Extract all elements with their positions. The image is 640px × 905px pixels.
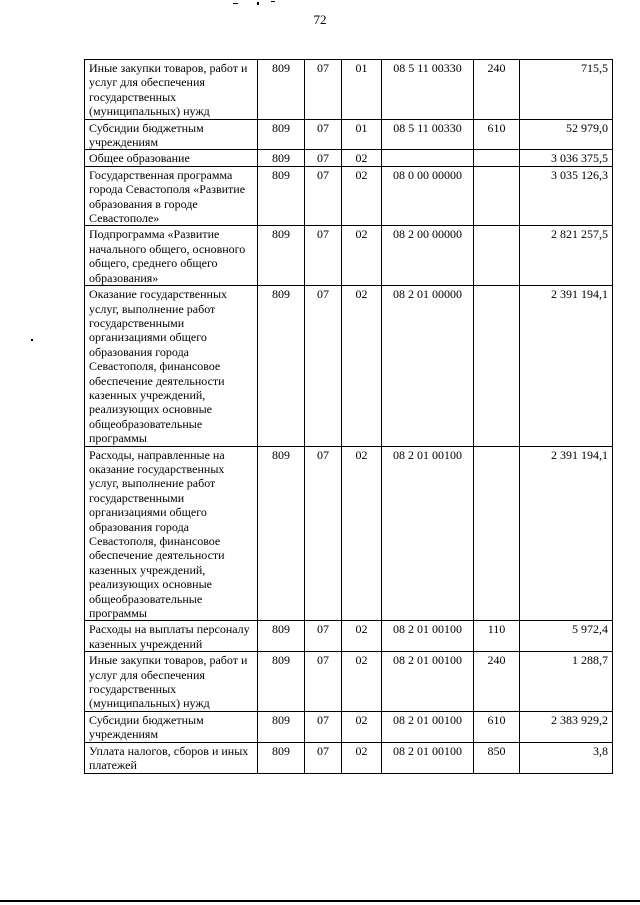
ministry-code-cell: 809	[258, 652, 305, 712]
expense-type-cell: 110	[474, 621, 520, 652]
expense-type-cell: 240	[474, 652, 520, 712]
page-number: 72	[313, 12, 327, 27]
subsection-code-cell: 01	[342, 60, 382, 120]
ministry-code-cell: 809	[258, 711, 305, 742]
expense-type-cell	[474, 226, 520, 286]
section-code-cell: 07	[305, 166, 342, 226]
scan-mark-left	[31, 339, 33, 341]
amount-cell: 2 383 929,2	[520, 711, 613, 742]
amount-cell: 52 979,0	[520, 119, 613, 150]
subsection-code-cell: 02	[342, 446, 382, 621]
expense-type-cell	[474, 150, 520, 166]
ministry-code-cell: 809	[258, 119, 305, 150]
row-name-cell: Субсидии бюджетным учреждениям	[85, 711, 258, 742]
subsection-code-cell: 02	[342, 226, 382, 286]
target-article-cell: 08 2 00 00000	[382, 226, 474, 286]
row-name-cell: Оказание государственных услуг, выполнение работ государственными организациями общего образования города Севастополя, финансовое обеспечение деятельности казенных учреждений, реализующих основные общеобразовательные программы	[85, 286, 258, 446]
target-article-cell: 08 2 01 00100	[382, 711, 474, 742]
row-name-cell: Уплата налогов, сборов и иных платежей	[85, 742, 258, 773]
table-row	[85, 150, 613, 166]
expense-type-cell: 240	[474, 60, 520, 120]
section-code-cell: 07	[305, 60, 342, 120]
table-row	[85, 711, 613, 742]
scan-mark-top-1	[233, 3, 238, 4]
row-name-cell: Государственная программа города Севастополя «Развитие образования в городе Севастополе»	[85, 166, 258, 226]
table-row	[85, 652, 613, 712]
table-row	[85, 621, 613, 652]
ministry-code-cell: 809	[258, 150, 305, 166]
section-code-cell: 07	[305, 286, 342, 446]
amount-cell: 2 391 194,1	[520, 286, 613, 446]
target-article-cell: 08 2 01 00100	[382, 446, 474, 621]
amount-cell: 715,5	[520, 60, 613, 120]
table-row	[85, 60, 613, 120]
section-code-cell: 07	[305, 446, 342, 621]
amount-cell: 2 391 194,1	[520, 446, 613, 621]
amount-cell: 3,8	[520, 742, 613, 773]
target-article-cell: 08 5 11 00330	[382, 119, 474, 150]
target-article-cell: 08 0 00 00000	[382, 166, 474, 226]
amount-cell: 2 821 257,5	[520, 226, 613, 286]
table-row	[85, 226, 613, 286]
ministry-code-cell: 809	[258, 621, 305, 652]
ministry-code-cell: 809	[258, 166, 305, 226]
table-row	[85, 742, 613, 773]
ministry-code-cell: 809	[258, 446, 305, 621]
section-code-cell: 07	[305, 621, 342, 652]
section-code-cell: 07	[305, 711, 342, 742]
row-name-cell: Субсидии бюджетным учреждениям	[85, 119, 258, 150]
page-bottom-edge	[0, 900, 640, 902]
ministry-code-cell: 809	[258, 60, 305, 120]
amount-cell: 5 972,4	[520, 621, 613, 652]
row-name-cell: Иные закупки товаров, работ и услуг для обеспечения государственных (муниципальных) нужд	[85, 60, 258, 120]
target-article-cell: 08 2 01 00100	[382, 742, 474, 773]
expense-type-cell	[474, 166, 520, 226]
section-code-cell: 07	[305, 652, 342, 712]
ministry-code-cell: 809	[258, 226, 305, 286]
subsection-code-cell: 02	[342, 742, 382, 773]
section-code-cell: 07	[305, 742, 342, 773]
subsection-code-cell: 02	[342, 286, 382, 446]
scan-mark-top-3	[271, 1, 275, 2]
target-article-cell: 08 2 01 00000	[382, 286, 474, 446]
target-article-cell: 08 2 01 00100	[382, 621, 474, 652]
table-row	[85, 119, 613, 150]
subsection-code-cell: 01	[342, 119, 382, 150]
subsection-code-cell: 02	[342, 166, 382, 226]
amount-cell: 1 288,7	[520, 652, 613, 712]
target-article-cell	[382, 150, 474, 166]
scan-mark-top-2	[257, 2, 259, 5]
table-row	[85, 286, 613, 446]
table-row	[85, 166, 613, 226]
target-article-cell: 08 5 11 00330	[382, 60, 474, 120]
budget-table	[84, 59, 613, 774]
row-name-cell: Подпрограмма «Развитие начального общего, основного общего, среднего общего образования»	[85, 226, 258, 286]
subsection-code-cell: 02	[342, 150, 382, 166]
section-code-cell: 07	[305, 119, 342, 150]
expense-type-cell	[474, 286, 520, 446]
expense-type-cell: 610	[474, 711, 520, 742]
expense-type-cell	[474, 446, 520, 621]
amount-cell: 3 036 375,5	[520, 150, 613, 166]
ministry-code-cell: 809	[258, 286, 305, 446]
row-name-cell: Иные закупки товаров, работ и услуг для обеспечения государственных (муниципальных) нужд	[85, 652, 258, 712]
expense-type-cell: 610	[474, 119, 520, 150]
row-name-cell: Расходы на выплаты персоналу казенных учреждений	[85, 621, 258, 652]
table-row	[85, 446, 613, 621]
expense-type-cell: 850	[474, 742, 520, 773]
section-code-cell: 07	[305, 150, 342, 166]
subsection-code-cell: 02	[342, 711, 382, 742]
subsection-code-cell: 02	[342, 621, 382, 652]
budget-table-body	[85, 60, 613, 774]
row-name-cell: Общее образование	[85, 150, 258, 166]
target-article-cell: 08 2 01 00100	[382, 652, 474, 712]
amount-cell: 3 035 126,3	[520, 166, 613, 226]
ministry-code-cell: 809	[258, 742, 305, 773]
subsection-code-cell: 02	[342, 652, 382, 712]
row-name-cell: Расходы, направленные на оказание государственных услуг, выполнение работ государственными организациями общего образования города Севастополя, финансовое обеспечение деятельности казенных учреждений, реализующих основные общеобразовательные программы	[85, 446, 258, 621]
section-code-cell: 07	[305, 226, 342, 286]
